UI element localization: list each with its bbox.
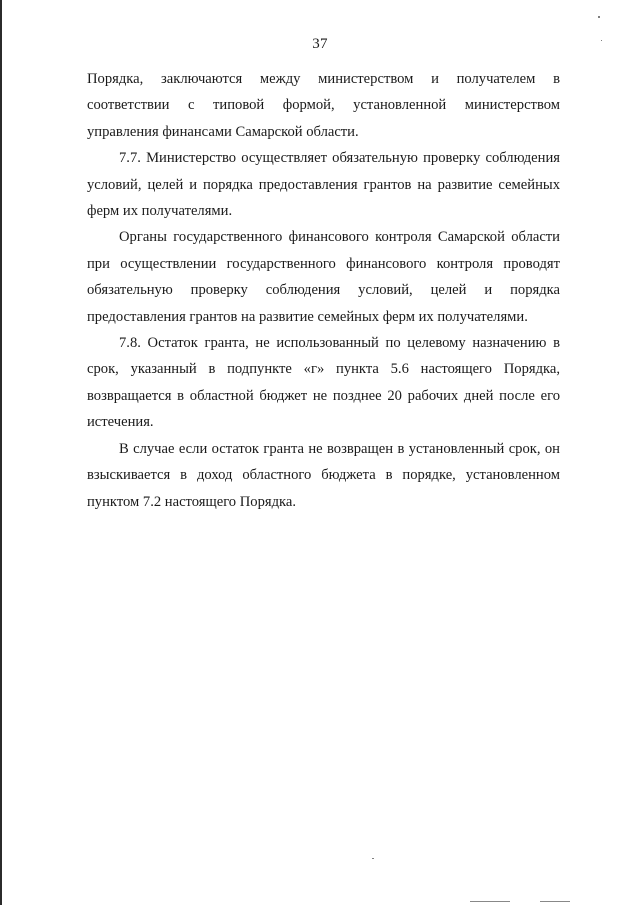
- paragraph-continuation: Порядка, заключаются между министерством и получателем в соответствии с типовой формой, установленной министерством управления финансами Самарской области.: [87, 71, 560, 140]
- scan-artifact-dot: [601, 40, 602, 41]
- paragraph-control-bodies: Органы государственного финансового контроля Самарской области при осуществлении государственного финансового контроля проводят обязательную проверку соблюдения условий, целей и порядка предоставления грантов на развитие семейных ферм их получателями.: [87, 229, 560, 325]
- scan-artifact-dot: [372, 858, 374, 859]
- document-body: [87, 66, 560, 515]
- paragraph-7-8: 7.8. Остаток гранта, не использованный по целевому назначению в срок, указанный в подпункте «г» пункта 5.6 настоящего Порядка, возвращается в областной бюджет не позднее 20 рабочих дней после его истечения.: [87, 335, 560, 431]
- scan-artifact-dot: [598, 16, 600, 18]
- paragraph-7-7: 7.7. Министерство осуществляет обязательную проверку соблюдения условий, целей и порядка предоставления грантов на развитие семейных ферм их получателями.: [87, 150, 560, 220]
- paragraph-recovery: В случае если остаток гранта не возвращен в установленный срок, он взыскивается в доход областного бюджета в порядке, установленном пунктом 7.2 настоящего Порядка.: [87, 440, 560, 510]
- page-number: 37: [312, 36, 328, 52]
- scan-artifact-line: [540, 901, 570, 902]
- scan-artifact-line: [470, 901, 510, 902]
- scan-edge-shadow: [0, 0, 2, 905]
